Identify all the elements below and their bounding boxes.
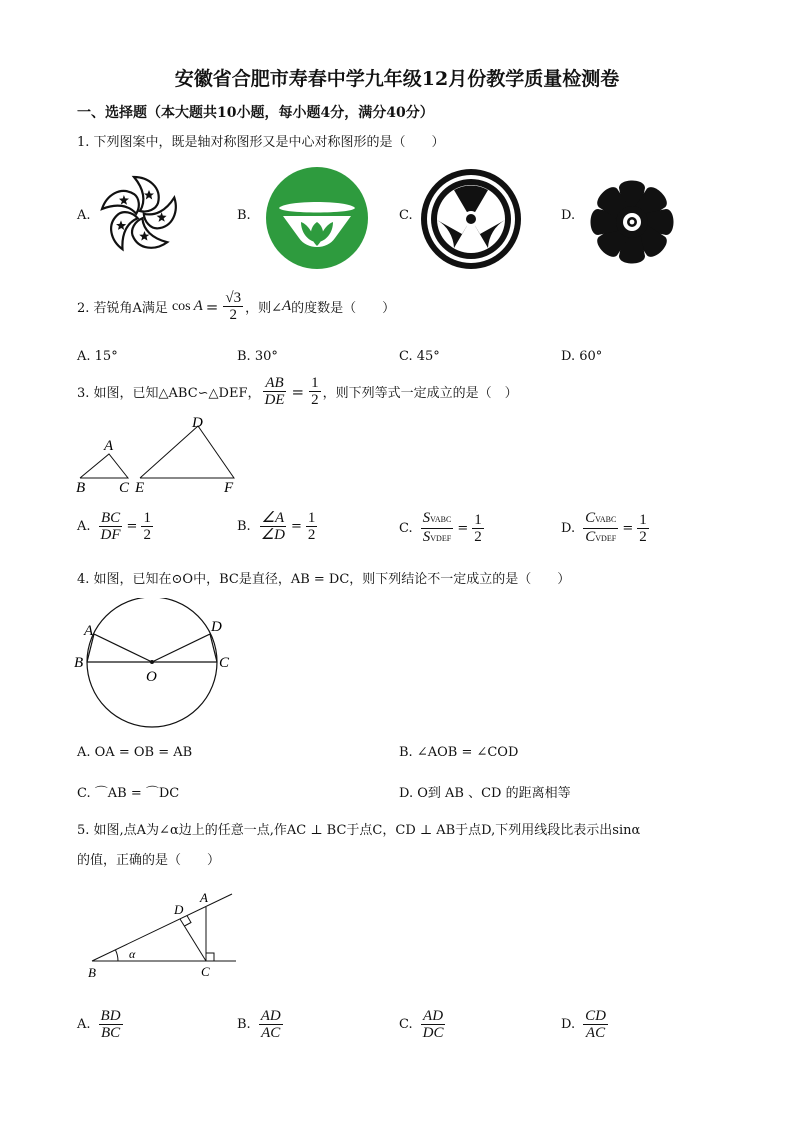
- q3-opt-c-num-sub: VABC: [430, 515, 452, 524]
- q5-opt-b-den: AC: [261, 1025, 281, 1041]
- q3-opt-a-den: DF: [100, 527, 121, 543]
- q1-figure-a-bauhinia-icon: [95, 172, 185, 262]
- q3-opt-b-label: B.: [237, 519, 251, 534]
- q3-opt-d-den-sub: VDEF: [595, 534, 617, 543]
- q4-option-d: D. O到 AB 、CD 的距离相等: [399, 786, 571, 801]
- q3-label-d: D: [192, 415, 203, 431]
- question-4-stem: 4. 如图，已知在⊙O中，BC是直径，AB = DC，则下列结论不一定成立的是（ ）: [77, 572, 571, 587]
- q3-opt-d-den: [583, 529, 618, 547]
- q5-opt-c-den: DC: [422, 1025, 444, 1041]
- q3-opt-d-frac: [583, 510, 618, 547]
- q3-option-a: A. $\frac{BC}{DF}$ = $\frac{1}{2}$: [77, 510, 151, 543]
- q3-label-b: B: [76, 480, 86, 496]
- q3-opt-b-den: ∠D: [260, 527, 285, 543]
- q4-option-a: A. OA = OB = AB: [77, 745, 193, 760]
- q4-option-c: C. ⌒AB = ⌒DC: [77, 786, 180, 801]
- q5-figure-angle: [80, 885, 245, 984]
- q3-opt-b-num: ∠A: [261, 510, 285, 526]
- q5-option-a: [77, 1008, 125, 1041]
- q2-var-a2: A: [282, 298, 292, 314]
- q1-option-c-label: C.: [399, 208, 413, 223]
- q5-opt-a-num: BD: [100, 1008, 121, 1024]
- q3-frac-den: DE: [264, 392, 285, 408]
- q3-opt-b-rhs-den: 2: [307, 527, 316, 543]
- q1-option-d-label: D.: [561, 208, 576, 223]
- q3-opt-d-den-s: C: [585, 529, 596, 545]
- q5-option-d: [561, 1008, 610, 1041]
- q3-opt-c-label: C.: [399, 521, 413, 536]
- q3-opt-a-rhs-num: 1: [143, 510, 151, 526]
- question-2-stem: [77, 290, 395, 323]
- q3-fraction-half: [309, 375, 321, 408]
- q5-label-a: A: [200, 890, 208, 905]
- q4-label-d: D: [211, 619, 222, 635]
- q2-stem-pre: 2. 若锐角A满足: [77, 301, 168, 316]
- q3-opt-a-rhs-den: 2: [143, 527, 151, 543]
- q3-option-c: C. $\frac{\text{SVABC}}{\text{SVDEF}}$ = $\frac{1}{2}$: [399, 510, 482, 545]
- q2-frac-den: 2: [229, 307, 237, 323]
- q5-opt-b-num: AD: [260, 1008, 281, 1024]
- q5-label-b: B: [88, 965, 96, 980]
- q3-stem-pre: 3. 如图，已知△ABC∽△DEF，: [77, 386, 261, 401]
- q5-opt-a-label: A.: [77, 1017, 91, 1032]
- q5-opt-c-label: C.: [399, 1017, 413, 1032]
- q2-cos: cos: [171, 298, 191, 314]
- q4-label-o: O: [146, 669, 157, 685]
- q5-opt-b-label: B.: [237, 1017, 251, 1032]
- q3-opt-c-num-s: S: [422, 510, 431, 526]
- q3-frac-num: AB: [265, 375, 284, 391]
- q3-opt-c-frac: [421, 510, 454, 547]
- q3-opt-d-num-s: C: [585, 510, 596, 526]
- q2-eq: =: [205, 297, 219, 316]
- q3-figure-similar-triangles: [74, 412, 244, 502]
- q5-opt-d-num: CD: [585, 1008, 606, 1024]
- q5-option-b: [237, 1008, 285, 1041]
- q3-half-den: 2: [311, 392, 319, 408]
- q4-label-a: A: [84, 623, 94, 639]
- q3-stem-post: ，则下列等式一定成立的是（ ）: [322, 386, 518, 401]
- q3-opt-c-rhs-den: 2: [474, 529, 482, 545]
- q3-opt-b-rhs-num: 1: [307, 510, 316, 526]
- q5-opt-b-frac: [259, 1008, 283, 1041]
- q5-opt-a-frac: [99, 1008, 123, 1041]
- q3-opt-a-frac: [99, 510, 123, 543]
- q4-figure-circle: [72, 598, 242, 738]
- q4-label-c: C: [219, 655, 230, 671]
- q5-opt-d-den: AC: [585, 1025, 606, 1041]
- q2-frac-num: √3: [225, 290, 242, 306]
- q5-label-c: C: [201, 964, 210, 979]
- q2-option-b: B. 30°: [237, 349, 278, 364]
- q3-opt-c-rhs: [472, 512, 484, 545]
- q1-figure-d-flower-icon: [585, 175, 679, 273]
- q3-eq: =: [291, 382, 305, 401]
- q4-label-b: B: [74, 655, 84, 671]
- q5-opt-d-frac: [583, 1008, 608, 1041]
- q2-var-a: A: [193, 298, 203, 314]
- q2-option-d: D. 60°: [561, 349, 603, 364]
- q1-option-a-label: A.: [77, 208, 91, 223]
- q3-opt-d-rhs-den: 2: [639, 529, 647, 545]
- q5-label-alpha: α: [129, 947, 136, 961]
- q4-option-b: B. ∠AOB = ∠COD: [399, 745, 519, 760]
- q1-figure-c-radiation-icon: [420, 168, 522, 274]
- q1-figure-b-green-emblem-icon: [265, 166, 369, 274]
- q5-opt-a-den: BC: [100, 1025, 121, 1041]
- page-title: 安徽省合肥市寿春中学九年级12月份教学质量检测卷: [174, 68, 620, 90]
- q2-stem-post: ，则∠: [245, 301, 282, 316]
- q3-opt-c-den-sub: VDEF: [430, 534, 452, 543]
- q3-option-d: D. $\frac{\text{CVABC}}{\text{CVDEF}}$ = $\frac{1}{2}$: [561, 510, 647, 545]
- q3-opt-d-label: D.: [561, 521, 576, 536]
- q3-opt-c-den-s: S: [422, 529, 431, 545]
- q2-stem-end: 的度数是（ ）: [291, 301, 396, 316]
- q3-label-c: C: [119, 480, 130, 496]
- q3-opt-b-rhs: [306, 510, 318, 543]
- q3-opt-c-rhs-num: 1: [474, 512, 482, 528]
- q3-opt-c-num: [421, 510, 454, 529]
- q3-opt-b-frac: [259, 510, 287, 543]
- section-header: 一、选择题（本大题共10小题，每小题4分，满分40分）: [77, 105, 434, 121]
- q3-half-num: 1: [311, 375, 319, 391]
- q2-option-c: C. 45°: [399, 349, 440, 364]
- q3-opt-a-num: BC: [100, 510, 121, 526]
- q3-option-b: B. $\frac{\angle A}{\angle D}$ = $\frac{1}{2}$: [237, 510, 316, 543]
- q5-label-d: D: [174, 902, 184, 917]
- q5-opt-d-label: D.: [561, 1017, 576, 1032]
- q3-label-e: E: [135, 480, 145, 496]
- q5-opt-c-frac: [421, 1008, 446, 1041]
- q2-option-a: A. 15°: [77, 349, 118, 364]
- q3-label-a: A: [104, 438, 114, 454]
- q3-label-f: F: [224, 480, 234, 496]
- q3-opt-d-rhs-num: 1: [639, 512, 647, 528]
- q3-opt-a-rhs: [141, 510, 153, 543]
- q5-opt-c-num: AD: [423, 1008, 444, 1024]
- question-3-stem: [77, 375, 518, 408]
- question-1-stem: 1. 下列图案中，既是轴对称图形又是中心对称图形的是（ ）: [77, 135, 445, 150]
- q1-option-b-label: B.: [237, 208, 251, 223]
- q2-fraction: [223, 290, 243, 323]
- q3-opt-d-num: [583, 510, 618, 529]
- question-5-stem-line1: 5. 如图,点A为∠α边上的任意一点,作AC ⊥ BC于点C，CD ⊥ AB于点D,下列用线段比表示出sinα: [77, 823, 641, 838]
- q3-opt-a-label: A.: [77, 519, 91, 534]
- question-5-stem-line2: 的值，正确的是（ ）: [77, 853, 221, 868]
- q3-fraction-ab-de: [263, 375, 287, 408]
- q3-opt-d-num-sub: VABC: [595, 515, 617, 524]
- q3-opt-d-rhs: [637, 512, 649, 545]
- q5-option-c: [399, 1008, 447, 1041]
- q3-opt-c-den: [421, 529, 453, 547]
